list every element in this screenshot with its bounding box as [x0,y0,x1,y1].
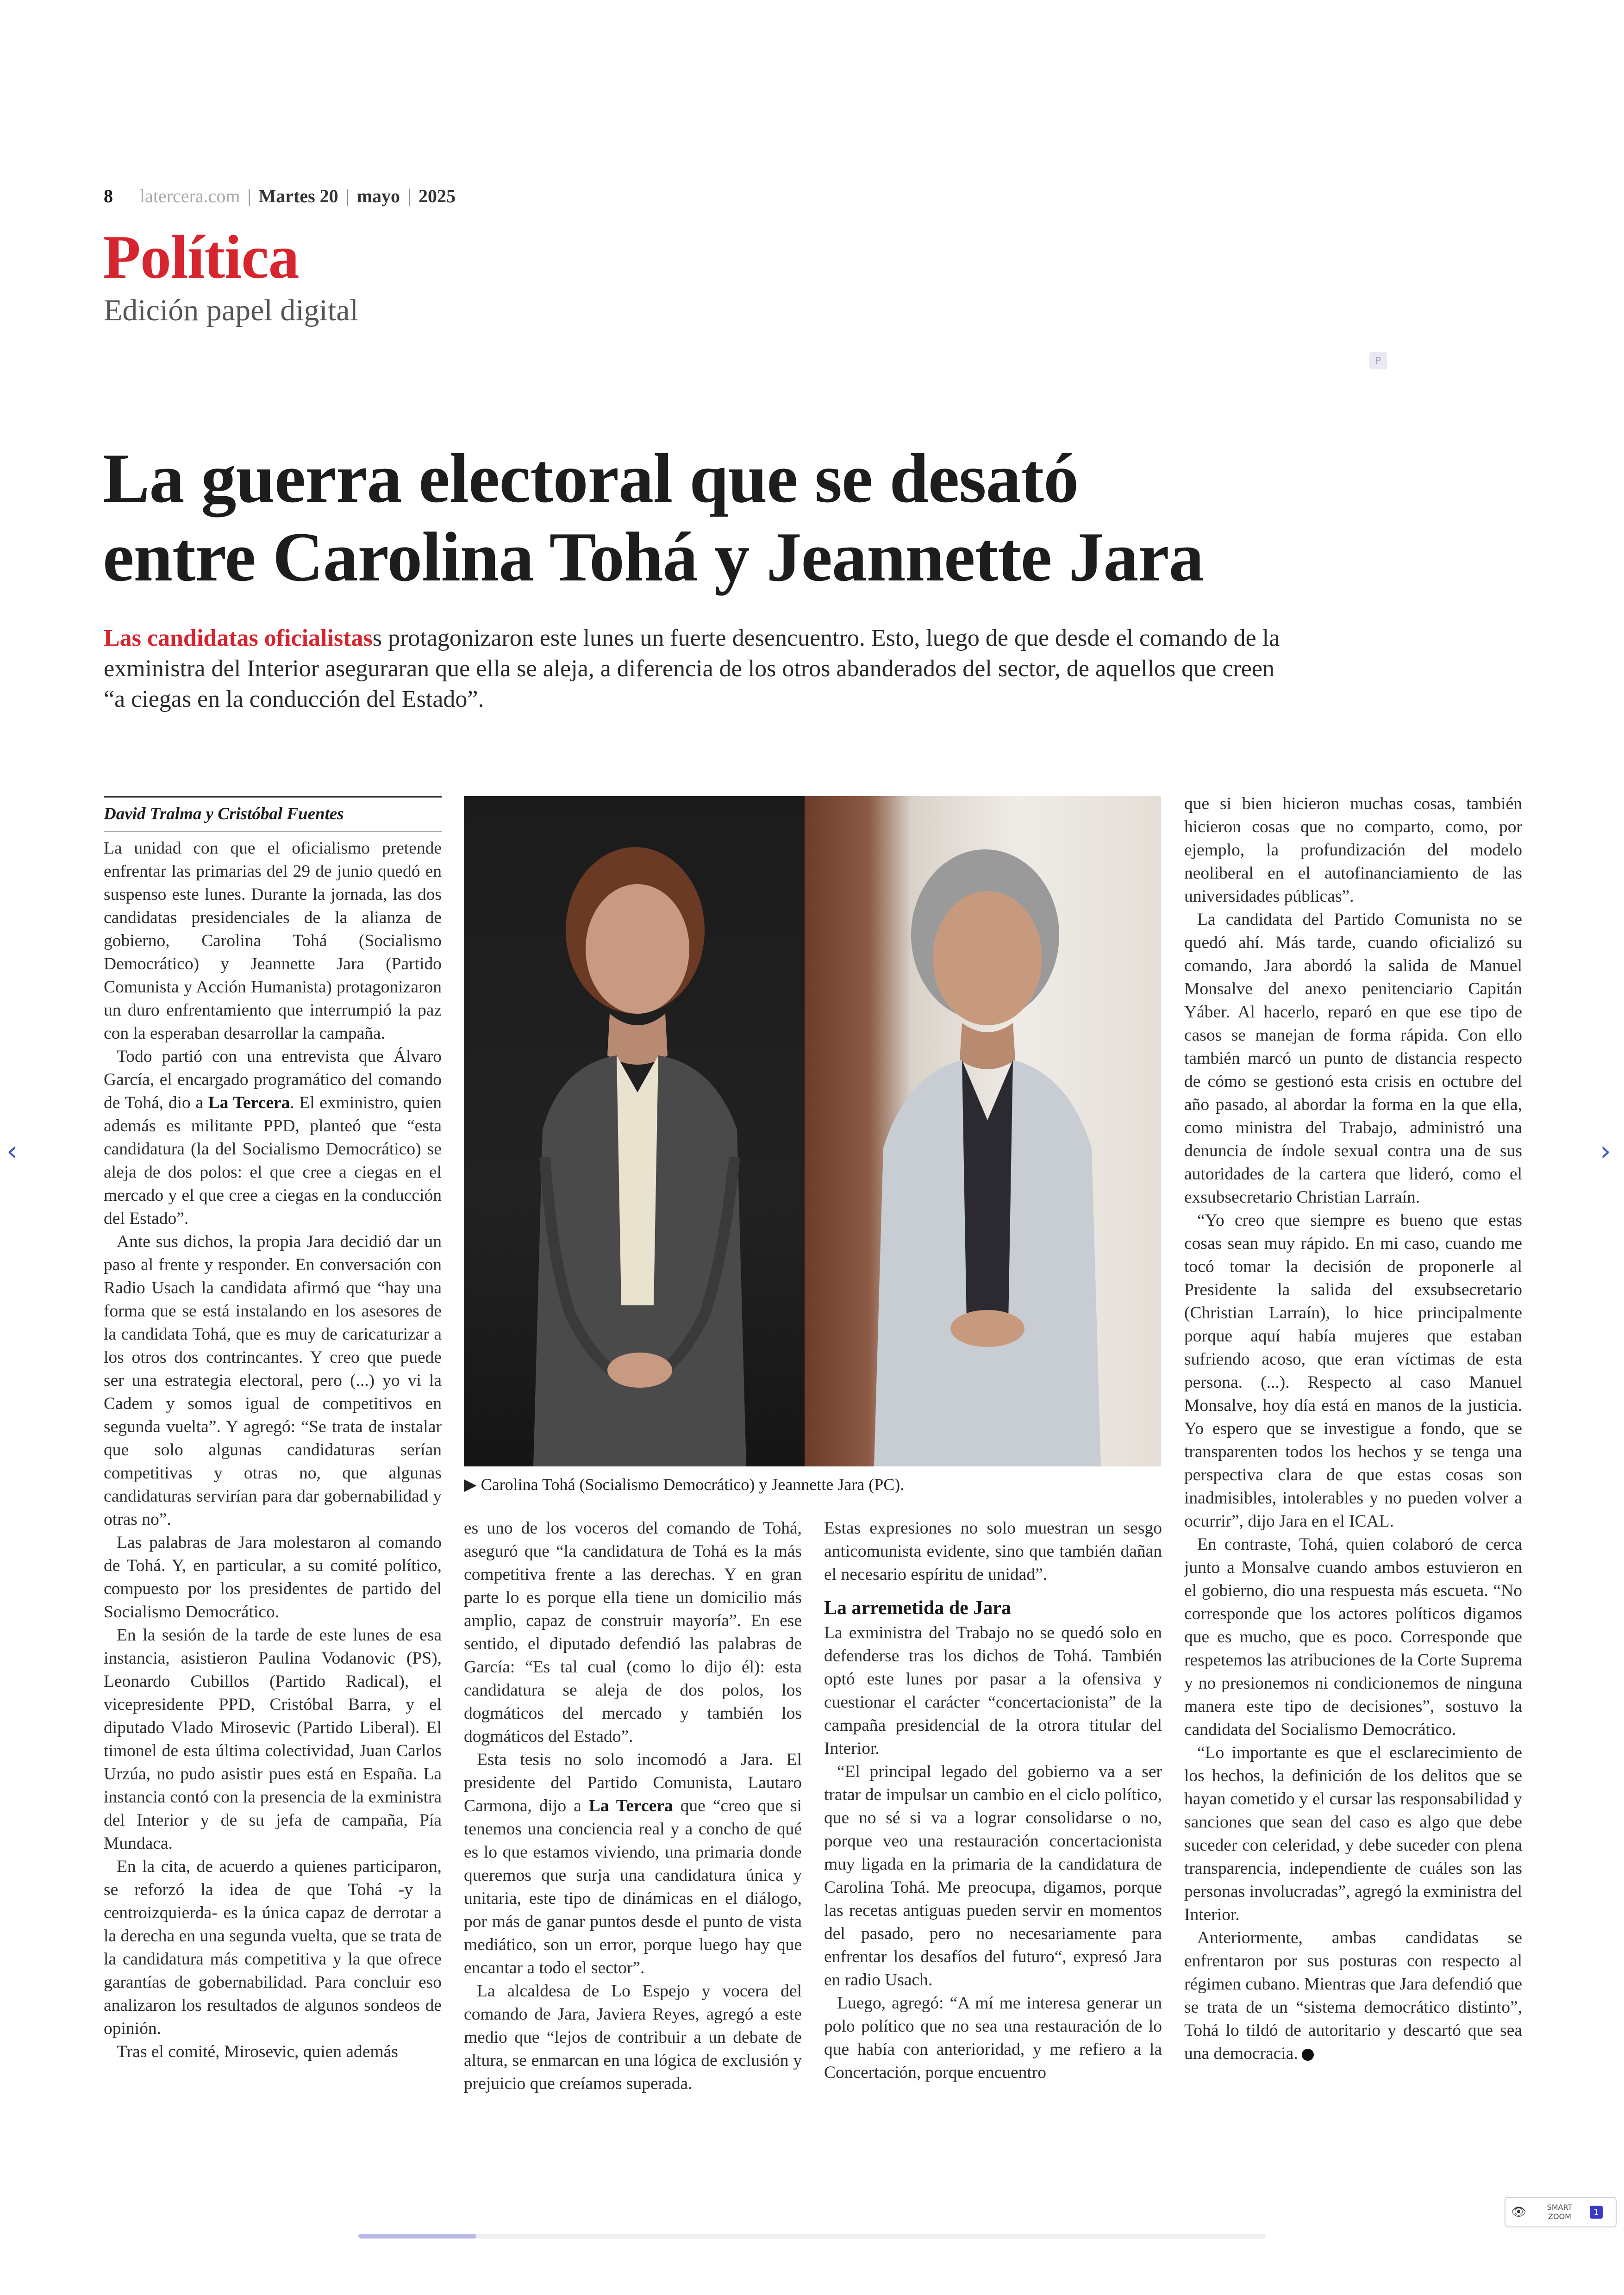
paragraph: Todo partió con una entrevista que Álvaro García, el encargado programático del comando de Tohá, dio a La Tercera. El exministro, quien además es militante PPD, planteó que “esta candidatura (la del Socialismo Democrático) se aleja de dos polos: el que cree a ciegas en el mercado y el que cree a ciegas en la conducción del Estado”. [104,1047,442,1228]
paragraph: La candidata del Partido Comunista no se quedó ahí. Más tarde, cuando oficializó su comando, Jara abordó la salida de Manuel Monsalve del anexo penitenciario Capitán Yáber. Al hacerlo, reparó en que ese tipo de casos se manejan de forma rápida. Con ello también marcó un punto de distancia respecto de cómo se gestionó esta crisis en octubre del año pasado, al abordar la forma en la que ella, como ministra del Trabajo, administró una denuncia de índole sexual contra una de sus autoridades de la cartera que lideró, como el exsubsecretario Christian Larraín. [1184,910,1522,1207]
lede [104,623,1289,715]
eye-icon: 👁 [1511,2205,1527,2219]
byline: David Tralma y Cristóbal Fuentes [104,796,442,832]
article-column-2 [464,1517,802,2095]
headline-line-1: La guerra electoral que se desató [103,439,1079,517]
photo-caption: ▶ Carolina Tohá (Socialismo Democrático) y Jeannette Jara (PC). [464,1475,905,1494]
paragraph: Las palabras de Jara molestaron al comando de Tohá. Y, en particular, a su comité político, compuesto por los presidentes de partido del Socialismo Democrático. [104,1533,442,1621]
next-page-button[interactable]: › [1600,1135,1611,1167]
paragraph: Luego, agregó: “A mí me interesa generar un polo político que no sea una restauración de lo que había con anterioridad, y me refiero a la Concertación, porque encuentro [824,1994,1162,2082]
end-of-article-icon [1302,2049,1314,2061]
paragraph: La unidad con que el oficialismo pretende enfrentar las primarias del 29 de junio quedó en suspenso este lunes. Durante la jornada, las dos candidatas presidenciales de la alianza de gobierno, Carolina Tohá (Socialismo Democrático) y Jeannette Jara (Partido Comunista y Acción Humanista) protagonizaron un duro enfrentamiento que interrumpió la paz con la esperaban desarrollar la campaña. [104,839,442,1043]
smart-zoom-label: SMART ZOOM [1547,2203,1573,2221]
paragraph: En la cita, de acuerdo a quienes participaron, se reforzó la idea de que Tohá -y la centroizquierda- es la única capaz de derrotar a la derecha en una segunda vuelta, que se trata de la candidatura más competitiva y la que ofrece garantías de gobernabilidad. Para concluir eso analizaron los resultados de algunos sondeos de opinión. [104,1857,442,2038]
photo-carolina-toha [464,796,805,1466]
paragraph: Esta tesis no solo incomodó a Jara. El presidente del Partido Comunista, Lautaro Carmona, dijo a La Tercera que “creo que si tenemos una conciencia real y a concho de qué es lo que estamos viviendo, una primaria donde queremos que surja una candidatura única y unitaria, este tipo de dinámicas en el diálogo, por más de ganar puntos desde el punto de vista mediático, son un error, porque luego hay que encantar a todo el sector”. [464,1750,802,1977]
article-photo[interactable] [464,796,1161,1466]
paragraph: La exministra del Trabajo no se quedó solo en defenderse tras los dichos de Tohá. También optó este lunes por pasar a la ofensiva y cuestionar el carácter “concertacionista” de la campaña presidencial de la otrora titular del Interior. [824,1623,1162,1758]
paragraph: “Lo importante es que el esclarecimiento de los hechos, la definición de los delitos que se hayan cometido y el cursar las responsabilidad y sanciones que sean del caso es algo que debe suceder con celeridad, y debe suceder con plena transparencia, independiente de cuáles son las personas involucradas”, agregó la exministra del Interior. [1184,1743,1522,1924]
page-marker-icon[interactable]: P [1369,352,1387,369]
headline-line-2: entre Carolina Tohá y Jeannette Jara [103,518,1204,596]
article-column-3 [824,1517,1162,2084]
paragraph: Estas expresiones no solo muestran un sesgo anticomunista evidente, sino que también dañan el necesario espíritu de unidad”. [824,1519,1162,1584]
page-number: 8 [104,186,113,206]
previous-page-button[interactable]: ‹ [6,1135,18,1167]
paragraph: Tras el comité, Mirosevic, quien además [117,2042,398,2061]
paragraph: Anteriormente, ambas candidatas se enfrentaron por sus posturas con respecto al régimen cubano. Mientras que Jara defendió que se trata de un “sistema democrático distinto”, Tohá lo tildó de autoritario y descartó que sea una democracia. [1184,1928,1522,2063]
subheading: La arremetida de Jara [824,1597,1011,1619]
date-month: mayo [356,186,400,206]
article-column-1 [104,837,442,2064]
paragraph: La alcaldesa de Lo Espejo y vocera del comando de Jara, Javiera Reyes, agregó a este medio que “lejos de contribuir a un debate de altura, se enmarcan en una lógica de exclusión y prejuicio que creíamos superada. [464,1982,802,2093]
date-year: 2025 [418,186,456,206]
paragraph: es uno de los voceros del comando de Tohá, aseguró que “la candidatura de Tohá es la más competitiva frente a las derechas. Y en gran parte lo es porque ella tiene un domicilio más amplio, capaz de construir mayoría”. En ese sentido, el diputado defendió las palabras de García: “Es tal cual (como lo dijo él): esta candidatura se aleja de dos polos, los dogmáticos del mercado y también los dogmáticos del Estado”. [464,1519,802,1746]
paragraph: “El principal legado del gobierno va a ser tratar de impulsar un cambio en el ciclo político, que no sé si va a lograr consolidarse o no, porque veo una restauración concertacionista muy ligada en la primaria de la candidatura de Carolina Tohá. Me preocupa, digamos, porque las recetas antiguas pueden servir en momentos del pasado, pero no necesariamente para enfrentar los desafíos del futuro“, expresó Jara en radio Usach. [824,1762,1162,1989]
smart-zoom-button[interactable] [1505,2197,1617,2227]
lede-text: s protagonizaron este lunes un fuerte desencuentro. Esto, luego de que desde el comando de la exministra del Interior aseguraran que ella se aleja, a diferencia de los otros abanderados del sector, de aquellos que creen “a ciegas en la conducción del Estado”. [104,625,1280,712]
photo-jeannette-jara [805,796,1161,1466]
paragraph: En la sesión de la tarde de este lunes de esa instancia, asistieron Paulina Vodanovic (PS), Leonardo Cubillos (Partido Radical), el vicepresidente PPD, Cristóbal Barra, y el diputado Vlado Mirosevic (Partido Liberal). El timonel de esta última colectividad, Juan Carlos Urzúa, no pudo asistir pues está en España. La instancia contó con la presencia de la exministra del Interior y de su jefa de campaña, Pía Mundaca. [104,1626,442,1853]
lede-kicker: Las candidatas oficialistas [104,625,373,651]
date-day: Martes 20 [258,186,338,206]
page-progress-bar[interactable] [358,2234,1266,2239]
page-progress-fill [358,2234,476,2239]
article-column-4 [1184,792,1522,2065]
zoom-level-badge: 1 [1590,2206,1603,2219]
edition-label: Edición papel digital [104,293,358,327]
paragraph: “Yo creo que siempre es bueno que estas cosas sean muy rápido. En mi caso, cuando me tocó tomar la decisión de proponerle al Presidente la salida del exsubsecretario (Christian Larraín), lo hice principalmente porque aquí había mujeres que estaban sufriendo acoso, que eran víctimas de esta persona. (...). Respecto al caso Manuel Monsalve, hoy día está en manos de la justicia. Yo espero que se investigue a fondo, que se transparenten todos los hechos y se tenga una perspectiva clara de que estas cosas son inadmisibles, intolerables y no pueden volver a ocurrir”, dijo Jara en el ICAL. [1184,1211,1522,1531]
publication-name: La Tercera [208,1093,290,1112]
paragraph: Ante sus dichos, la propia Jara decidió dar un paso al frente y responder. En conversación con Radio Usach la candidata afirmó que “hay una forma que se está instalando en los asesores de la candidata Tohá, que es muy de caricaturizar a los otros dos contrincantes. Y creo que puede ser una estrategia electoral, pero (...) yo vi la Cadem y somos igual de competitivos en segunda vuelta”. Y agregó: “Se trata de instalar que solo algunas candidaturas serían competitivas y otras no, que algunas candidaturas servirían para dar gobernabilidad y otras no”. [104,1232,442,1529]
headline [103,439,1492,596]
section-title: Política [103,223,299,291]
paragraph: En contraste, Tohá, quien colaboró de cerca junto a Monsalve cuando ambos estuvieron en el gobierno, dio una respuesta más escueta. “No corresponde que los actores políticos digamos que es mucho, que es poco. Corresponde que respetemos las atribuciones de la Corte Suprema y no presionemos ni condicionemos de ninguna manera este tipo de decisiones”, sostuvo la candidata del Socialismo Democrático. [1184,1535,1522,1739]
publication-name: La Tercera [588,1796,673,1815]
site-name: latercera.com [140,186,240,206]
page-folio: 8 latercera.com | Martes 20 | mayo | 2025 [104,186,456,206]
paragraph: que si bien hicieron muchas cosas, también hicieron cosas que no comparto, como, por ejemplo, la profundización del modelo neoliberal en el autofinanciamiento de las universidades públicas”. [1184,794,1522,906]
